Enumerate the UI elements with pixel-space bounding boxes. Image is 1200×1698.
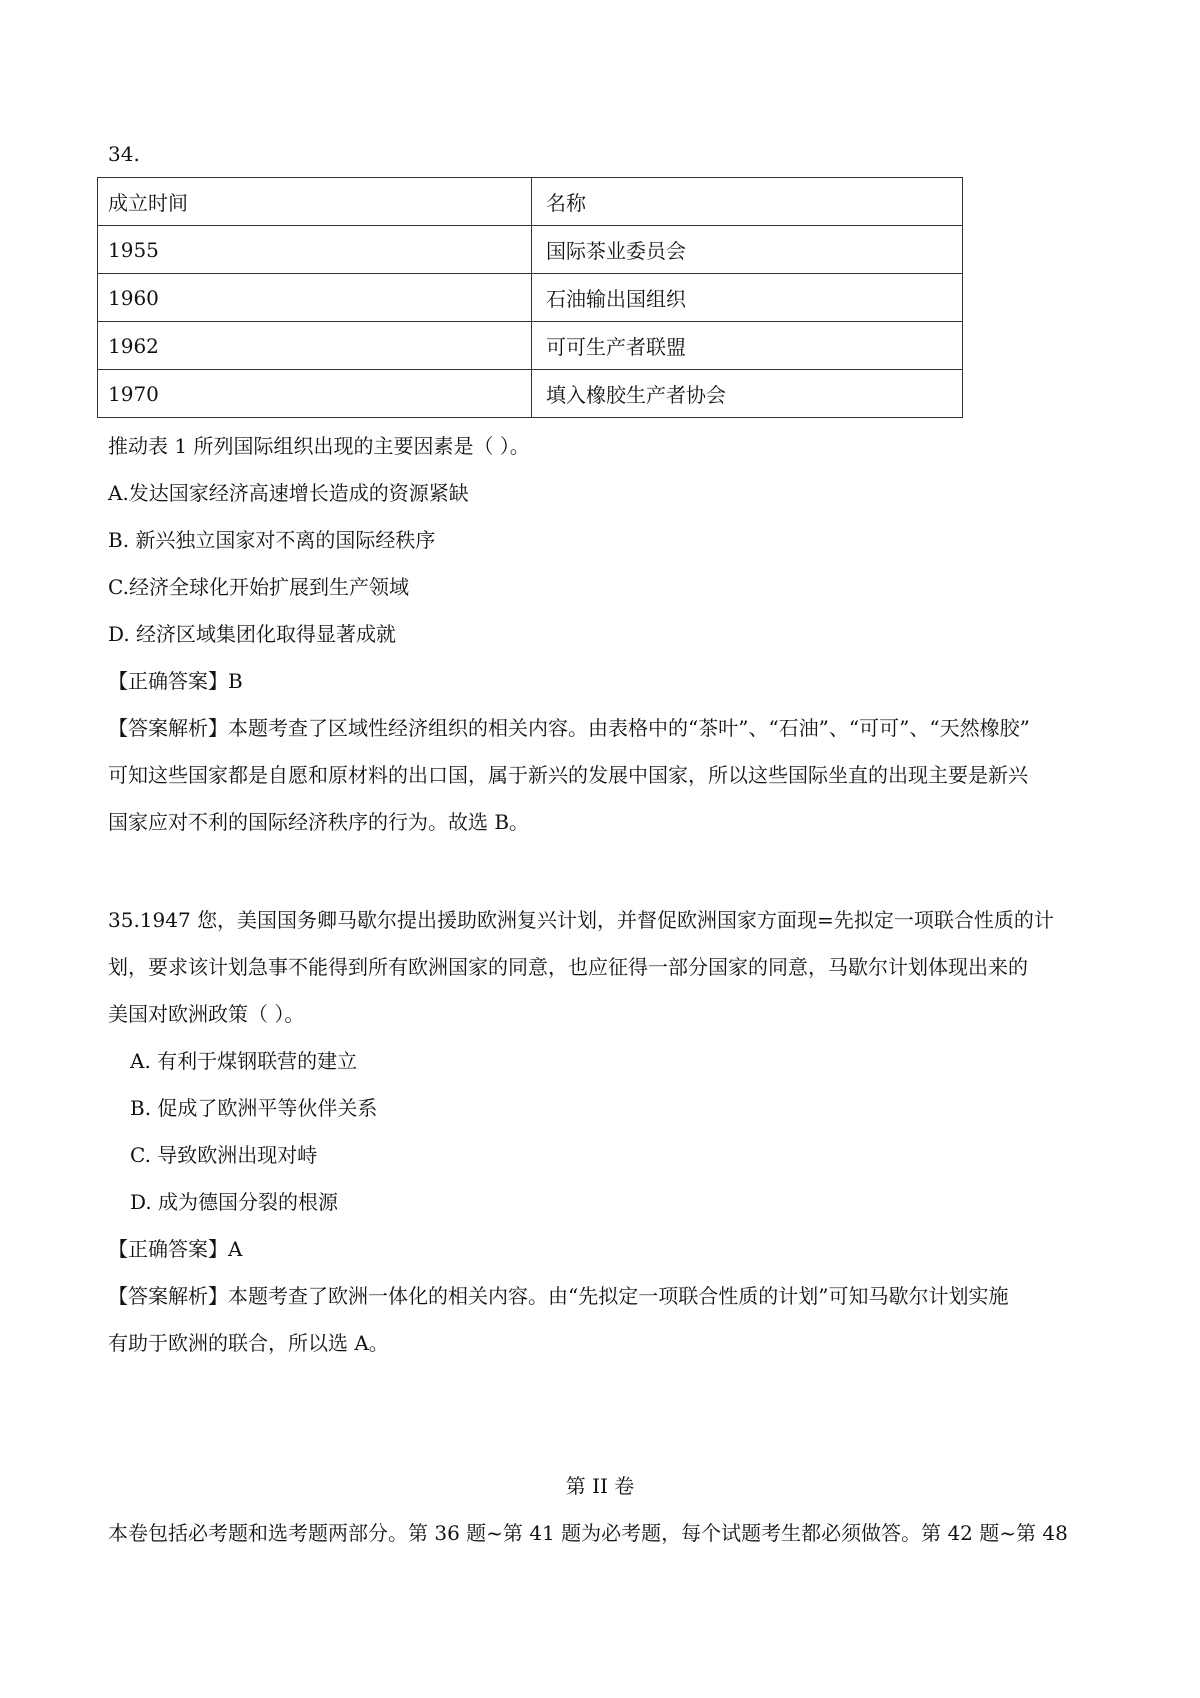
question-34-option-d: D. 经济区域集团化取得显著成就 xyxy=(108,622,397,646)
question-34-answer: 【正确答案】B xyxy=(108,669,243,693)
organizations-table xyxy=(97,177,963,418)
table-row xyxy=(98,226,963,274)
question-34-analysis-line: 【答案解析】本题考查了区域性经济组织的相关内容。由表格中的“茶叶”、“石油”、“可可”、“天然橡胶” xyxy=(108,716,1030,740)
table-cell-year: 1970 xyxy=(98,370,532,418)
question-34-option-a: A.发达国家经济高速增长造成的资源紧缺 xyxy=(108,481,469,505)
question-35-stem-line: 划，要求该计划急事不能得到所有欧洲国家的同意，也应征得一部分国家的同意，马歇尔计划体现出来的 xyxy=(108,955,1028,979)
question-35-answer: 【正确答案】A xyxy=(108,1237,243,1261)
table-header-cell: 名称 xyxy=(532,178,963,226)
question-35-option-a: A. 有利于煤钢联营的建立 xyxy=(130,1049,358,1073)
table-header-cell: 成立时间 xyxy=(98,178,532,226)
question-34-option-b: B. 新兴独立国家对不离的国际经秩序 xyxy=(108,528,436,552)
table-row xyxy=(98,322,963,370)
table-cell-year: 1962 xyxy=(98,322,532,370)
table-cell-name: 可可生产者联盟 xyxy=(532,322,963,370)
question-35-option-b: B. 促成了欧洲平等伙伴关系 xyxy=(130,1096,378,1120)
question-34-stem: 推动表 1 所列国际组织出现的主要因素是（ ）。 xyxy=(108,434,530,458)
part-two-title: 第 II 卷 xyxy=(565,1474,635,1498)
table-cell-year: 1955 xyxy=(98,226,532,274)
question-34-analysis-line: 国家应对不利的国际经济秩序的行为。故选 B。 xyxy=(108,810,530,834)
table-header-row xyxy=(98,178,963,226)
question-34-number: 34. xyxy=(108,142,140,166)
table-cell-name: 石油输出国组织 xyxy=(532,274,963,322)
table-cell-name: 国际茶业委员会 xyxy=(532,226,963,274)
question-34-option-c: C.经济全球化开始扩展到生产领域 xyxy=(108,575,409,599)
question-35-stem-line: 美国对欧洲政策（ ）。 xyxy=(108,1002,305,1026)
question-35-option-c: C. 导致欧洲出现对峙 xyxy=(130,1143,318,1167)
question-34-analysis-line: 可知这些国家都是自愿和原材料的出口国，属于新兴的发展中国家，所以这些国际坐直的出现主要是新兴 xyxy=(108,763,1028,787)
table-cell-year: 1960 xyxy=(98,274,532,322)
question-35-analysis-line: 【答案解析】本题考查了欧洲一体化的相关内容。由“先拟定一项联合性质的计划”可知马歇尔计划实施 xyxy=(108,1284,1009,1308)
table-row xyxy=(98,370,963,418)
part-two-intro: 本卷包括必考题和选考题两部分。第 36 题~第 41 题为必考题，每个试题考生都必须做答。第 42 题~第 48 xyxy=(108,1521,1068,1545)
question-35-analysis-line: 有助于欧洲的联合，所以选 A。 xyxy=(108,1331,389,1355)
table-row xyxy=(98,274,963,322)
table-cell-name: 填入橡胶生产者协会 xyxy=(532,370,963,418)
question-35-stem-line: 35.1947 您，美国国务卿马歇尔提出援助欧洲复兴计划，并督促欧洲国家方面现=先拟定一项联合性质的计 xyxy=(108,908,1054,932)
question-35-option-d: D. 成为德国分裂的根源 xyxy=(130,1190,339,1214)
